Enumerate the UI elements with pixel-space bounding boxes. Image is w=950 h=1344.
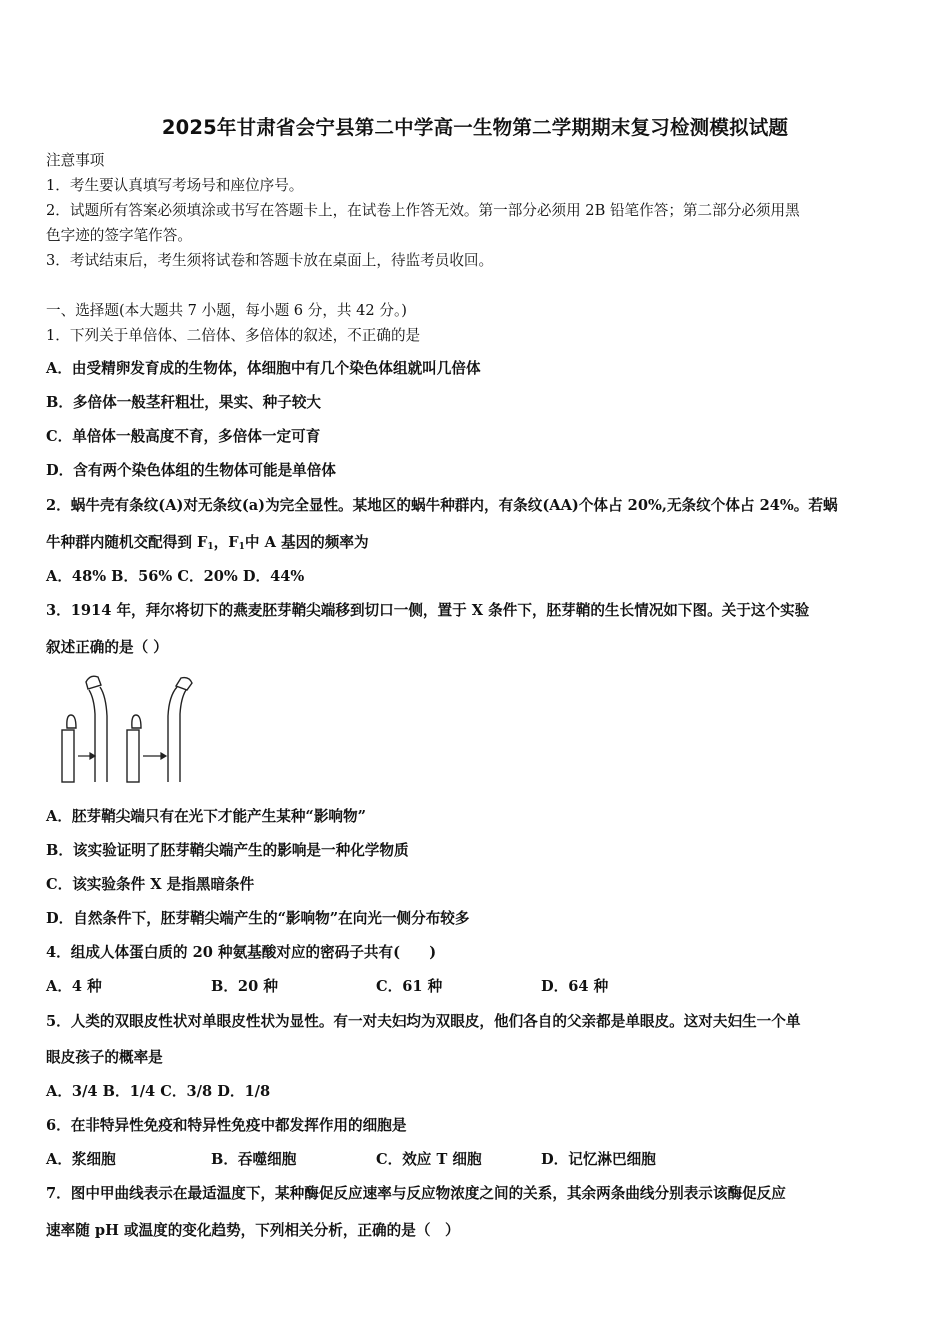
notice-heading: 注意事项 xyxy=(46,152,105,169)
q1-stem: 1．下列关于单倍体、二倍体、多倍体的叙述，不正确的是 xyxy=(46,327,421,344)
q6-option-d: D．记忆淋巴细胞 xyxy=(541,1151,656,1168)
q6-option-b: B．吞噬细胞 xyxy=(211,1151,297,1168)
q3-stem-line2: 叙述正确的是（ ） xyxy=(46,639,168,656)
q1-option-c: C．单倍体一般高度不育，多倍体一定可育 xyxy=(46,428,321,445)
q5-stem-line2: 眼皮孩子的概率是 xyxy=(46,1049,163,1066)
q6-option-a: A．浆细胞 xyxy=(46,1151,116,1168)
q4-options xyxy=(46,977,608,997)
coleoptile-grown-2 xyxy=(168,687,186,782)
q3-option-b: B．该实验证明了胚芽鞘尖端产生的影响是一种化学物质 xyxy=(46,842,409,859)
coleoptile-grown-tip-2 xyxy=(176,678,192,690)
q5-stem-line1: 5．人类的双眼皮性状对单眼皮性状为显性。有一对夫妇均为双眼皮，他们各自的父亲都是单眼皮。这对夫妇生一个单 xyxy=(46,1013,801,1030)
q4-option-d: D．64 种 xyxy=(541,978,609,995)
exam-title: 2025年甘肃省会宁县第二中学高一生物第二学期期末复习检测模拟试题 xyxy=(161,116,789,139)
coleoptile-stump-1 xyxy=(62,730,74,782)
q2-options: A．48% B．56% C．20% D．44% xyxy=(46,568,305,585)
coleoptile-grown-tip-1 xyxy=(86,676,101,689)
q4-option-c: C．61 种 xyxy=(376,978,443,995)
q1-option-d: D．含有两个染色体组的生物体可能是单倍体 xyxy=(46,462,336,479)
q4-option-b: B．20 种 xyxy=(211,978,278,995)
q1-option-b: B．多倍体一般茎秆粗壮，果实、种子较大 xyxy=(46,394,322,411)
q6-stem: 6．在非特异性免疫和特异性免疫中都发挥作用的细胞是 xyxy=(46,1117,407,1134)
q2-stem-line1: 2．蜗牛壳有条纹(A)对无条纹(a)为完全显性。某地区的蜗牛种群内，有条纹(AA)个体占 20%,无条纹个体占 24%。若蜗 xyxy=(46,497,838,514)
q1-option-a: A．由受精卵发育成的生物体，体细胞中有几个染色体组就叫几倍体 xyxy=(46,360,481,377)
q3-option-a: A．胚芽鞘尖端只有在光下才能产生某种“影响物” xyxy=(46,808,366,825)
coleoptile-stump-2 xyxy=(127,730,139,782)
coleoptile-tip-1 xyxy=(67,715,76,728)
q6-option-c: C．效应 T 细胞 xyxy=(376,1151,482,1168)
arrow-head-1 xyxy=(90,753,95,759)
q3-stem-line1: 3．1914 年，拜尔将切下的燕麦胚芽鞘尖端移到切口一侧，置于 X 条件下，胚芽鞘的生长情况如下图。关于这个实验 xyxy=(46,602,810,619)
q2-stem-line2: 牛种群内随机交配得到 $F_1$，$F_1$中 A 基因的频率为 xyxy=(46,534,369,552)
q4-stem: 4．组成人体蛋白质的 20 种氨基酸对应的密码子共有( ) xyxy=(46,944,437,961)
notice-item-3: 3．考试结束后，考生须将试卷和答题卡放在桌面上，待监考员收回。 xyxy=(46,252,494,269)
q4-option-a: A．4 种 xyxy=(46,978,102,995)
q7-stem-line2: 速率随 pH 或温度的变化趋势，下列相关分析，正确的是（ ） xyxy=(46,1222,460,1239)
coleoptile-grown-1 xyxy=(89,687,107,782)
section-heading: 一、选择题(本大题共 7 小题，每小题 6 分，共 42 分。) xyxy=(46,302,407,319)
notice-item-2: 2．试题所有答案必须填涂或书写在答题卡上，在试卷上作答无效。第一部分必须用 2B 铅笔作答；第二部分必须用黑 xyxy=(46,202,800,219)
q3-option-c: C．该实验条件 X 是指黑暗条件 xyxy=(46,876,255,893)
coleoptile-figure xyxy=(50,672,200,788)
notice-item-1: 1．考生要认真填写考场号和座位序号。 xyxy=(46,177,304,194)
coleoptile-tip-2 xyxy=(132,715,141,728)
arrow-head-2 xyxy=(161,753,166,759)
q5-options: A．3/4 B．1/4 C．3/8 D．1/8 xyxy=(46,1083,271,1100)
q6-options xyxy=(46,1150,656,1170)
notice-item-2-cont: 色字迹的签字笔作答。 xyxy=(46,227,192,244)
q7-stem-line1: 7．图中甲曲线表示在最适温度下，某种酶促反应速率与反应物浓度之间的关系，其余两条曲线分别表示该酶促反应 xyxy=(46,1185,786,1202)
q3-option-d: D．自然条件下，胚芽鞘尖端产生的“影响物”在向光一侧分布较多 xyxy=(46,910,470,927)
